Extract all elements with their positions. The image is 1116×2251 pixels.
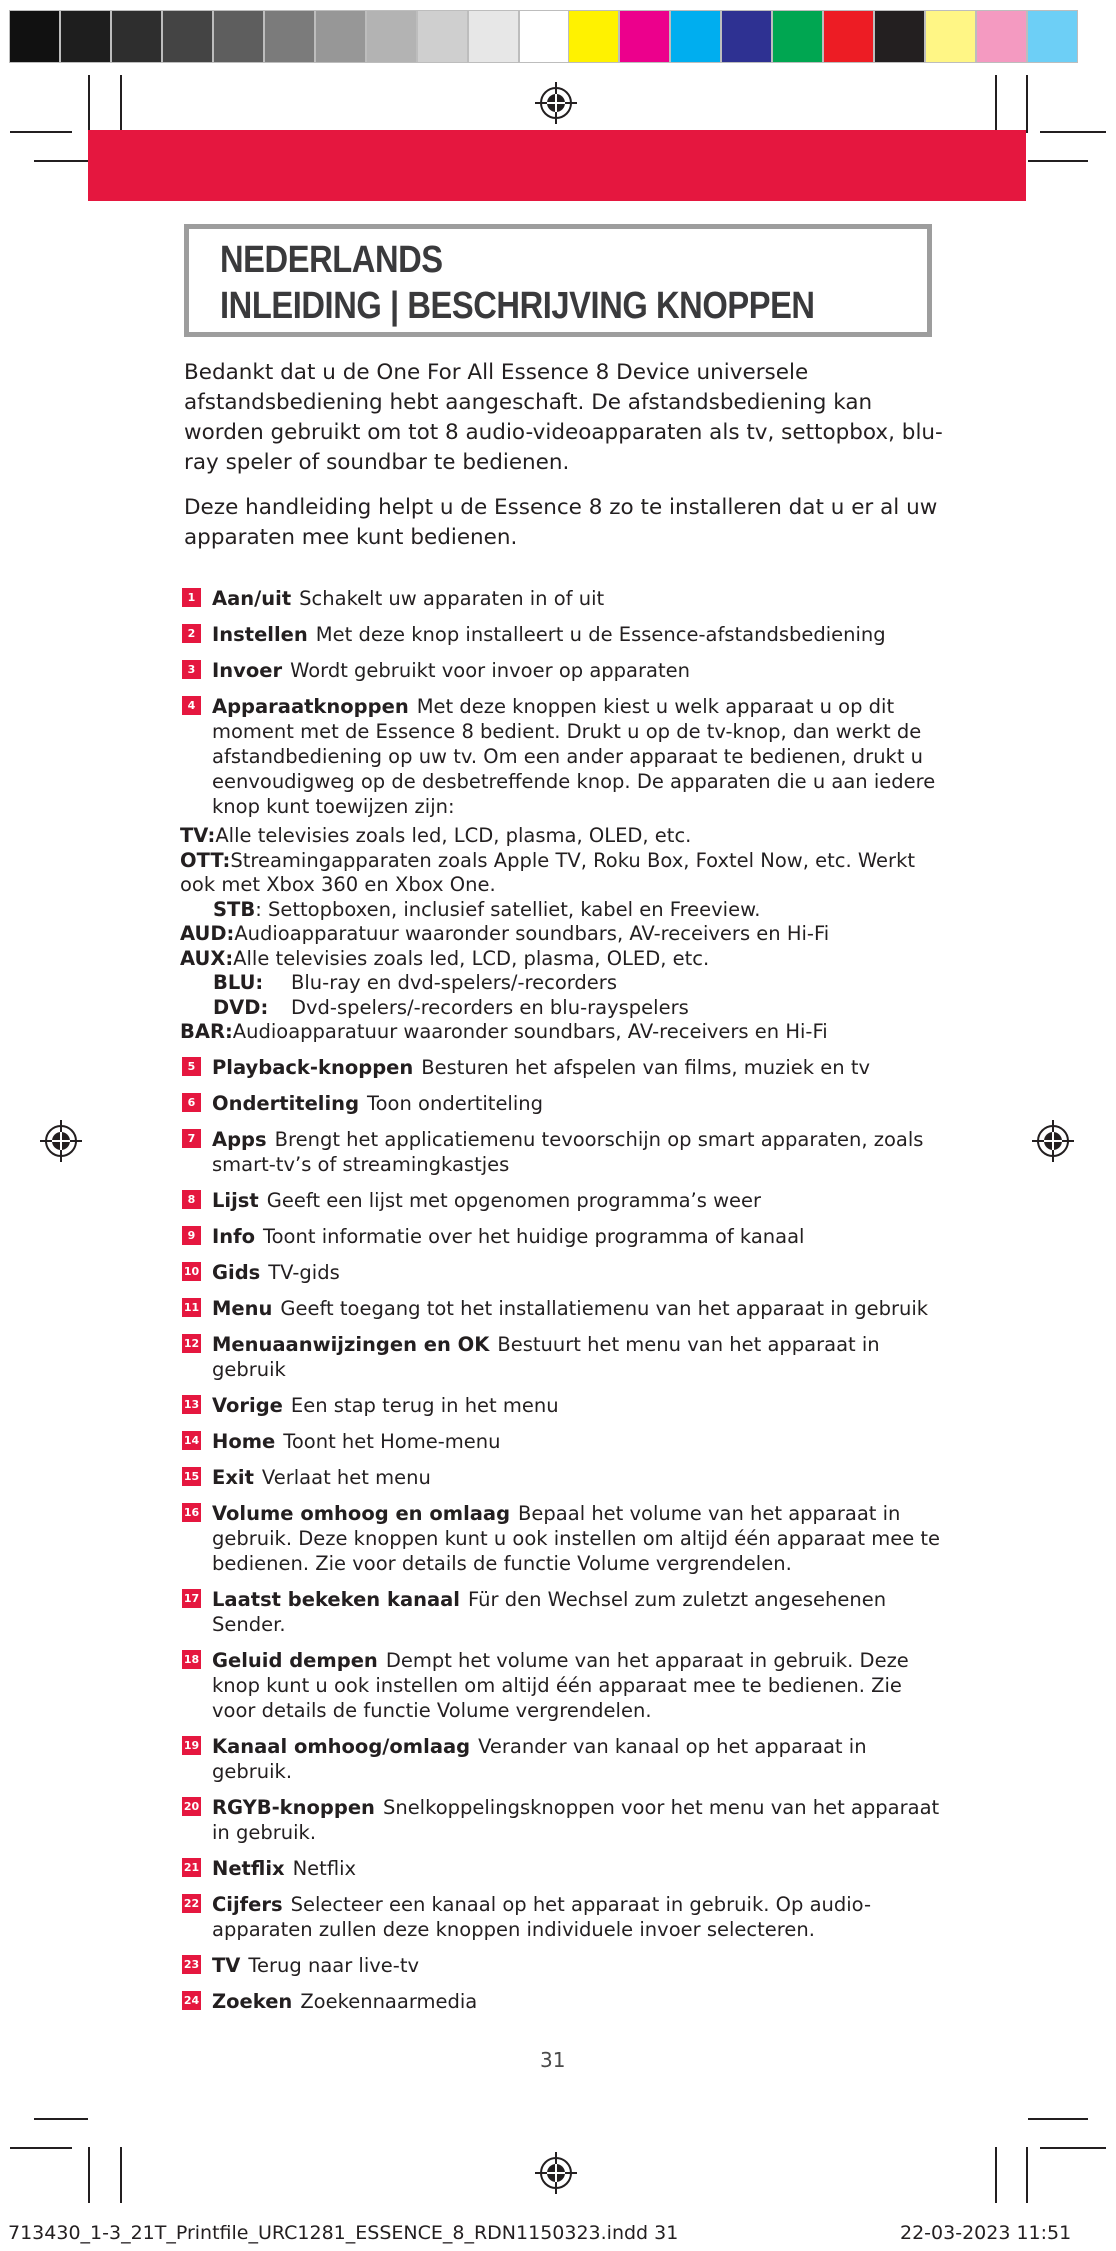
header-color-band xyxy=(88,130,1026,201)
gray-swatch xyxy=(213,10,264,63)
device-label: AUX: xyxy=(180,946,234,970)
button-description xyxy=(182,694,942,819)
button-description-text: Schakelt uw apparaten in of uit xyxy=(299,587,605,610)
color-swatch xyxy=(721,10,772,63)
button-description-text: Verlaat het menu xyxy=(261,1465,431,1489)
button-term: Menuaanwijzingen en OK xyxy=(212,1332,490,1356)
print-file-slug: 713430_1-3_21T_Printfile_URC1281_ESSENCE_8_RDN1150323.indd 31 xyxy=(8,2222,679,2244)
crop-mark xyxy=(34,160,88,162)
item-number-badge: 1 xyxy=(182,588,201,607)
button-description-text: Netflix xyxy=(292,1856,357,1880)
item-number-badge: 21 xyxy=(182,1858,201,1877)
color-swatch xyxy=(874,10,925,63)
button-description-text: Selecteer een kanaal op het apparaat in gebruik. Op audio-apparaten zullen deze knoppen individuele invoer selecteren. xyxy=(212,1892,872,1941)
button-description xyxy=(182,1734,942,1784)
item-number-badge: 7 xyxy=(182,1129,201,1148)
button-description xyxy=(182,1465,942,1490)
button-description xyxy=(182,586,942,611)
button-description-text: Toon ondertiteling xyxy=(367,1091,544,1115)
item-number-badge: 22 xyxy=(182,1894,201,1913)
device-description: Audioapparatuur waaronder soundbars, AV-receivers en Hi-Fi xyxy=(234,922,830,945)
button-term: Lijst xyxy=(212,1188,259,1212)
device-label: AUD: xyxy=(180,922,235,945)
button-term: Home xyxy=(212,1429,276,1453)
crop-mark xyxy=(1026,75,1028,133)
device-description: : Settopboxen, inclusief satelliet, kabel en Freeview. xyxy=(255,897,761,921)
item-number-badge: 2 xyxy=(182,624,201,643)
button-description xyxy=(182,1393,942,1418)
intro-paragraph: Bedankt dat u de One For All Essence 8 Device universele afstandsbediening hebt aangeschaft. De afstandsbediening kan worden gebruikt om tot 8 audio-videoapparaten als tv, settopbox, blu-ray speler of soundbar te bedienen. xyxy=(184,360,943,475)
button-term: Aan/uit xyxy=(212,587,292,610)
gray-swatch xyxy=(162,10,213,63)
item-number-badge: 6 xyxy=(182,1093,201,1112)
button-term: Zoeken xyxy=(212,1989,293,2013)
color-swatch xyxy=(568,10,619,63)
button-description xyxy=(182,1795,942,1845)
intro-paragraph: Deze handleiding helpt u de Essence 8 zo te installeren dat u er al uw apparaten mee kunt bedienen. xyxy=(184,495,938,550)
button-description-text: Brengt het applicatiemenu tevoorschijn op smart apparaten, zoals smart-tv’s of streamingkastjes xyxy=(212,1127,924,1176)
device-type-row xyxy=(180,996,942,1021)
section-title-box xyxy=(184,224,932,337)
button-description-text: Geeft toegang tot het installatiemenu van het apparaat in gebruik xyxy=(280,1296,929,1320)
button-term: Kanaal omhoog/omlaag xyxy=(212,1734,471,1758)
gray-swatch xyxy=(264,10,315,63)
button-description xyxy=(182,622,942,647)
button-description-text: Toont informatie over het huidige programma of kanaal xyxy=(263,1224,805,1248)
device-type-row xyxy=(180,922,942,947)
color-swatch xyxy=(925,10,976,63)
gray-swatch xyxy=(519,10,570,63)
process-color-bar xyxy=(568,10,1078,65)
item-number-badge: 8 xyxy=(182,1190,201,1209)
device-type-row xyxy=(180,898,942,923)
button-term: Volume omhoog en omlaag xyxy=(212,1501,511,1525)
button-description-text: Bestuurt het menu van het apparaat in gebruik xyxy=(212,1332,880,1381)
button-description xyxy=(182,1856,942,1881)
button-description xyxy=(182,1892,942,1942)
print-date: 22-03-2023 11:51 xyxy=(900,2222,1072,2244)
button-description-text: Terug naar live-tv xyxy=(248,1953,420,1977)
device-description: Alle televisies zoals led, LCD, plasma, OLED, etc. xyxy=(233,946,710,970)
item-number-badge: 9 xyxy=(182,1226,201,1245)
crop-mark xyxy=(34,2118,88,2120)
item-number-badge: 12 xyxy=(182,1334,201,1353)
button-term: TV xyxy=(212,1953,241,1977)
button-description xyxy=(182,1989,942,2014)
item-number-badge: 3 xyxy=(182,660,201,679)
button-description-text: Dempt het volume van het apparaat in gebruik. Deze knop kunt u ook instellen om altijd één apparaat mee te bedienen. Zie voor details de functie Volume vergrendelen. xyxy=(212,1648,909,1722)
button-term: Menu xyxy=(212,1296,273,1320)
crop-mark xyxy=(88,75,90,133)
button-description-text: Met deze knoppen kiest u welk apparaat u op dit moment met de Essence 8 bedient. Drukt u op de tv-knop, dan werkt de afstandbediening op uw tv. Om een ander apparaat te bedienen, drukt u eenvoudigweg op de desbetreffende knop. De apparaten die u aan iedere knop kunt toewijzen zijn: xyxy=(212,695,936,818)
button-description xyxy=(182,1501,942,1576)
introduction xyxy=(184,358,944,568)
button-description xyxy=(182,1127,942,1177)
button-term: Invoer xyxy=(212,659,283,682)
item-number-badge: 24 xyxy=(182,1991,201,2010)
crop-mark xyxy=(88,2147,90,2203)
device-type-row xyxy=(180,947,942,972)
gray-swatch xyxy=(366,10,417,63)
button-description-text: Bepaal het volume van het apparaat in gebruik. Deze knoppen kunt u ook instellen om altijd één apparaat mee te bedienen. Zie voor details de functie Volume vergrendelen. xyxy=(212,1501,941,1575)
button-description-text: Met deze knop installeert u de Essence-afstandsbediening xyxy=(315,623,886,646)
button-description xyxy=(182,1091,942,1116)
button-description-text: Besturen het afspelen van films, muziek en tv xyxy=(421,1055,871,1079)
button-term: Playback-knoppen xyxy=(212,1055,414,1079)
button-description xyxy=(182,1188,942,1213)
gray-color-bar xyxy=(9,10,570,65)
gray-swatch xyxy=(60,10,111,63)
button-term: Vorige xyxy=(212,1393,283,1417)
item-number-badge: 16 xyxy=(182,1503,201,1522)
device-type-row xyxy=(180,971,942,996)
device-type-list xyxy=(180,824,942,1045)
device-type-row xyxy=(180,849,942,898)
language-heading: NEDERLANDS xyxy=(220,239,443,281)
button-description-text: Zoekennaarmedia xyxy=(300,1989,478,2013)
registration-mark-icon xyxy=(40,1120,82,1162)
device-label: OTT: xyxy=(180,848,231,872)
button-term: Cijfers xyxy=(212,1892,283,1916)
color-swatch xyxy=(823,10,874,63)
device-label: BLU: xyxy=(213,971,264,994)
button-description-text: Snelkoppelingsknoppen voor het menu van het apparaat in gebruik. xyxy=(212,1795,940,1844)
button-term: RGYB-knoppen xyxy=(212,1795,375,1819)
crop-mark xyxy=(1040,2147,1106,2149)
item-number-badge: 20 xyxy=(182,1797,201,1816)
device-label: BAR: xyxy=(180,1020,233,1043)
crop-mark xyxy=(10,131,72,133)
button-term: Ondertiteling xyxy=(212,1091,360,1115)
button-description xyxy=(182,658,942,683)
button-description xyxy=(182,1224,942,1249)
button-description xyxy=(182,1296,942,1321)
button-description-text: Een stap terug in het menu xyxy=(290,1393,559,1417)
button-term: Netflix xyxy=(212,1856,285,1880)
color-swatch xyxy=(772,10,823,63)
gray-swatch xyxy=(468,10,519,63)
crop-mark xyxy=(1040,131,1106,133)
gray-swatch xyxy=(417,10,468,63)
button-term: Instellen xyxy=(212,623,308,646)
button-description xyxy=(182,1429,942,1454)
gray-swatch xyxy=(315,10,366,63)
crop-mark xyxy=(1028,160,1088,162)
device-label: DVD: xyxy=(213,995,269,1019)
button-description-text: TV-gids xyxy=(268,1260,340,1284)
button-term: Exit xyxy=(212,1465,254,1489)
button-description xyxy=(182,1055,942,1080)
page-number: 31 xyxy=(540,2048,566,2072)
item-number-badge: 4 xyxy=(182,696,201,715)
device-type-row xyxy=(180,1020,942,1045)
crop-mark xyxy=(120,2147,122,2203)
button-description xyxy=(182,1260,942,1285)
color-swatch xyxy=(619,10,670,63)
item-number-badge: 17 xyxy=(182,1589,201,1608)
button-description-text: Geeft een lijst met opgenomen programma’s weer xyxy=(266,1188,762,1212)
button-term: Info xyxy=(212,1224,256,1248)
device-description: Blu-ray en dvd-spelers/-recorders xyxy=(291,971,617,994)
crop-mark xyxy=(120,75,122,133)
device-description: Dvd-spelers/-recorders en blu-rayspelers xyxy=(291,995,689,1019)
button-term: Apps xyxy=(212,1127,267,1151)
item-number-badge: 23 xyxy=(182,1955,201,1974)
gray-swatch xyxy=(9,10,60,63)
button-description-text: Verander van kanaal op het apparaat in gebruik. xyxy=(212,1734,867,1783)
registration-mark-icon xyxy=(535,82,577,124)
crop-mark xyxy=(1028,2118,1088,2120)
device-label: STB xyxy=(213,897,256,921)
device-description: Audioapparatuur waaronder soundbars, AV-receivers en Hi-Fi xyxy=(232,1020,828,1043)
item-number-badge: 10 xyxy=(182,1262,201,1281)
button-description-list xyxy=(182,586,942,2025)
registration-mark-icon xyxy=(1032,1120,1074,1162)
item-number-badge: 5 xyxy=(182,1057,201,1076)
device-type-row xyxy=(180,824,942,849)
section-heading: INLEIDING | BESCHRIJVING KNOPPEN xyxy=(220,285,815,327)
color-swatch xyxy=(976,10,1027,63)
registration-mark-icon xyxy=(535,2152,577,2194)
item-number-badge: 13 xyxy=(182,1395,201,1414)
item-number-badge: 18 xyxy=(182,1650,201,1669)
button-description xyxy=(182,1953,942,1978)
item-number-badge: 15 xyxy=(182,1467,201,1486)
button-description-text: Wordt gebruikt voor invoer op apparaten xyxy=(290,659,690,682)
button-term: Laatst bekeken kanaal xyxy=(212,1587,460,1611)
device-description: Streamingapparaten zoals Apple TV, Roku Box, Foxtel Now, etc. Werkt ook met Xbox 360 en Xbox One. xyxy=(180,848,916,896)
item-number-badge: 19 xyxy=(182,1736,201,1755)
color-swatch xyxy=(670,10,721,63)
button-term: Gids xyxy=(212,1260,261,1284)
button-description xyxy=(182,1587,942,1637)
crop-mark xyxy=(995,2147,997,2203)
button-description xyxy=(182,1648,942,1723)
gray-swatch xyxy=(111,10,162,63)
button-description-text: Für den Wechsel zum zuletzt angesehenen Sender. xyxy=(212,1587,887,1636)
button-term: Apparaatknoppen xyxy=(212,695,409,718)
button-description-text: Toont het Home-menu xyxy=(283,1429,501,1453)
crop-mark xyxy=(995,75,997,133)
item-number-badge: 14 xyxy=(182,1431,201,1450)
crop-mark xyxy=(1026,2147,1028,2203)
device-description: Alle televisies zoals led, LCD, plasma, OLED, etc. xyxy=(215,824,692,847)
crop-mark xyxy=(10,2147,72,2149)
item-number-badge: 11 xyxy=(182,1298,201,1317)
button-description xyxy=(182,1332,942,1382)
button-term: Geluid dempen xyxy=(212,1648,378,1672)
device-label: TV: xyxy=(180,824,216,847)
color-swatch xyxy=(1027,10,1078,63)
